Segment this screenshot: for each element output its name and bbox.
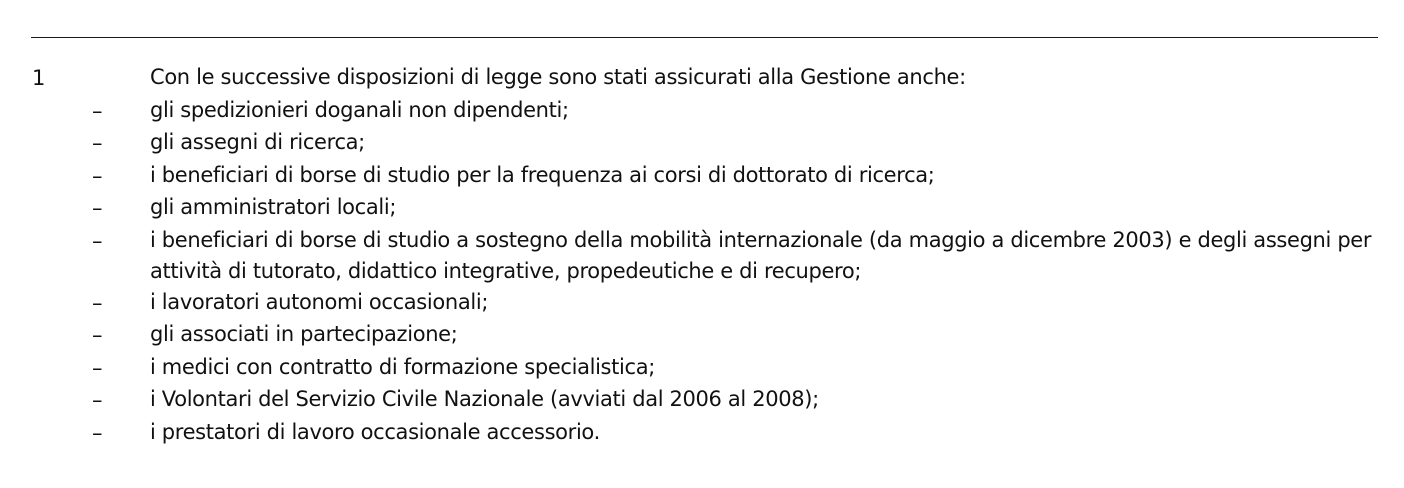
footnote-intro: Con le successive disposizioni di legge sono stati assicurati alla Gestione anche:	[150, 65, 966, 89]
list-item	[0, 95, 1404, 128]
list-item	[0, 384, 1404, 417]
bullet-dash: –	[92, 163, 103, 188]
list-item-text: gli spedizionieri doganali non dipendenti;	[150, 97, 569, 122]
footnote-separator	[31, 37, 1378, 38]
footnote-number: 1	[32, 66, 46, 90]
list-item	[0, 319, 1404, 352]
bullet-dash: –	[92, 131, 103, 155]
list-item	[0, 287, 1404, 320]
bullet-dash: –	[92, 355, 103, 380]
bullet-dash: –	[92, 388, 103, 412]
bullet-dash: –	[92, 98, 103, 123]
bullet-dash: –	[92, 290, 103, 315]
list-item-text: i medici con contratto di formazione specialistica;	[150, 354, 655, 379]
bullet-dash: –	[92, 228, 103, 253]
footnote	[0, 62, 1404, 449]
list-item-text: gli associati in partecipazione;	[150, 322, 458, 346]
list-item-text: i beneficiari di borse di studio a sostegno della mobilità internazionale (da maggio a dicembre 2003) e degli assegni per attività di tutorato, didattico integrative, propedeutiche e di recupero;	[150, 227, 1372, 283]
list-item	[0, 127, 1404, 160]
list-item	[0, 225, 1404, 287]
list-item	[0, 192, 1404, 225]
list-item-text: gli assegni di ricerca;	[150, 130, 365, 154]
list-item	[0, 160, 1404, 193]
bullet-dash: –	[92, 420, 103, 445]
bullet-dash: –	[92, 323, 103, 347]
list-item-text: gli amministratori locali;	[150, 195, 397, 219]
list-item-text: i lavoratori autonomi occasionali;	[150, 289, 489, 314]
list-item-text: i prestatori di lavoro occasionale accessorio.	[150, 419, 600, 444]
list-item	[0, 417, 1404, 450]
list-item-text: i Volontari del Servizio Civile Nazionale (avviati dal 2006 al 2008);	[150, 387, 819, 411]
list-item	[0, 352, 1404, 385]
bullet-dash: –	[92, 196, 103, 220]
footnote-intro-row	[0, 62, 1404, 95]
list-item-text: i beneficiari di borse di studio per la frequenza ai corsi di dottorato di ricerca;	[150, 162, 935, 187]
